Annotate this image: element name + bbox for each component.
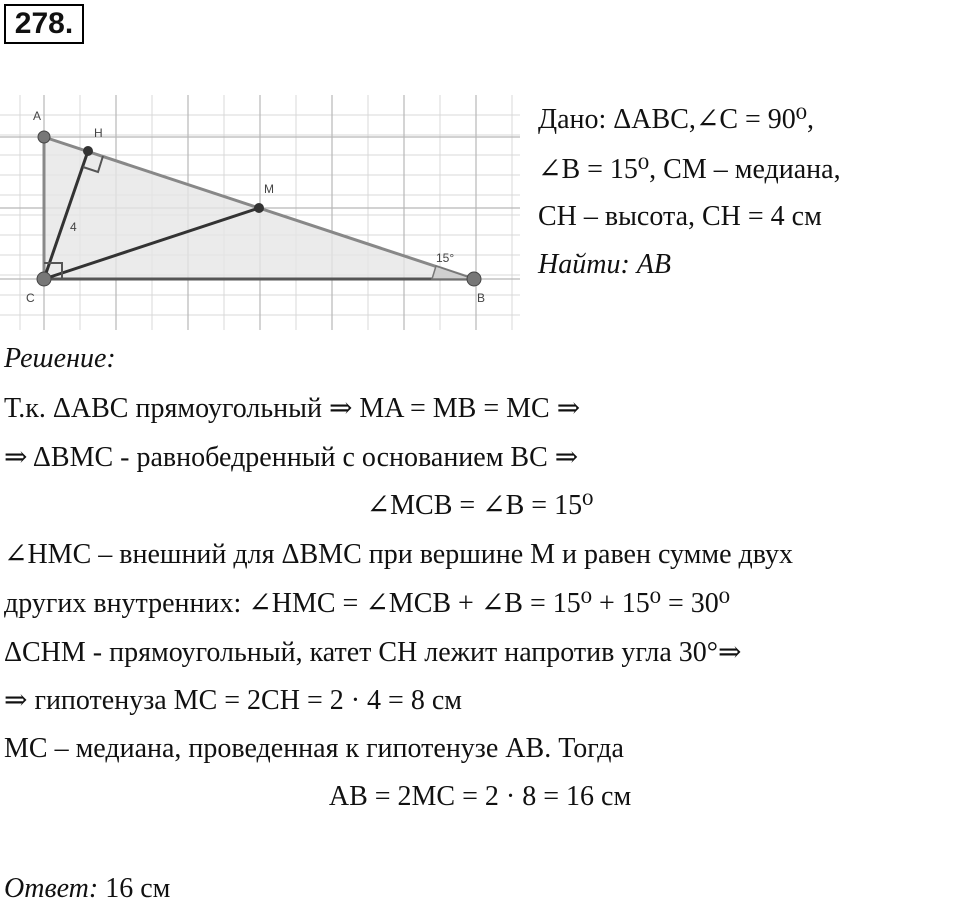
label-a: A [33, 109, 42, 123]
label-b: B [477, 291, 486, 305]
solution-header: Решение: [4, 343, 116, 374]
solution-line-9: AB = 2MC = 2 · 8 = 16 см [328, 781, 632, 812]
label-ch-length: 4 [70, 220, 77, 234]
triangle-figure [0, 95, 520, 330]
label-m: M [264, 182, 274, 196]
solution-line-1: Т.к. ΔABC прямоугольный ⇒ MA = MB = MC ⇒ [4, 393, 581, 424]
point-m [254, 203, 264, 213]
solution-line-7: ⇒ гипотенуза MC = 2CH = 2 · 4 = 8 см [4, 685, 462, 716]
problem-number: 278. [4, 4, 84, 44]
point-h [83, 146, 93, 156]
solution-line-2: ⇒ ΔBMC - равнобедренный с основанием BC ⇒ [4, 442, 579, 473]
solution-line-3: ∠MCB = ∠B = 15⁰ [366, 490, 594, 521]
point-b [467, 272, 481, 286]
solution-line-4: ∠HMC – внешний для ΔBMC при вершине M и равен сумме двух [4, 539, 794, 570]
point-a [38, 131, 50, 143]
answer-label: Ответ: [4, 873, 99, 904]
given-line-2: ∠B = 15⁰, CM – медиана, [538, 154, 841, 185]
given-line-3: CH – высота, CH = 4 см [538, 201, 822, 232]
label-c: C [26, 291, 35, 305]
solution-line-8: MC – медиана, проведенная к гипотенузе AB. Тогда [4, 733, 624, 764]
answer-value: 16 см [105, 873, 171, 904]
given-find: Найти: AB [538, 249, 671, 280]
answer [4, 872, 170, 906]
label-angle-b: 15° [436, 251, 455, 265]
point-c [37, 272, 51, 286]
solution-line-6: ΔCHM - прямоугольный, катет CH лежит напротив угла 30°⇒ [4, 637, 742, 668]
label-h: H [94, 126, 103, 140]
given-line-1: Дано: ΔABC,∠C = 90⁰, [538, 104, 815, 135]
solution-line-5: других внутренних: ∠HMC = ∠MCB + ∠B = 15⁰ + 15⁰ = 30⁰ [4, 588, 731, 619]
